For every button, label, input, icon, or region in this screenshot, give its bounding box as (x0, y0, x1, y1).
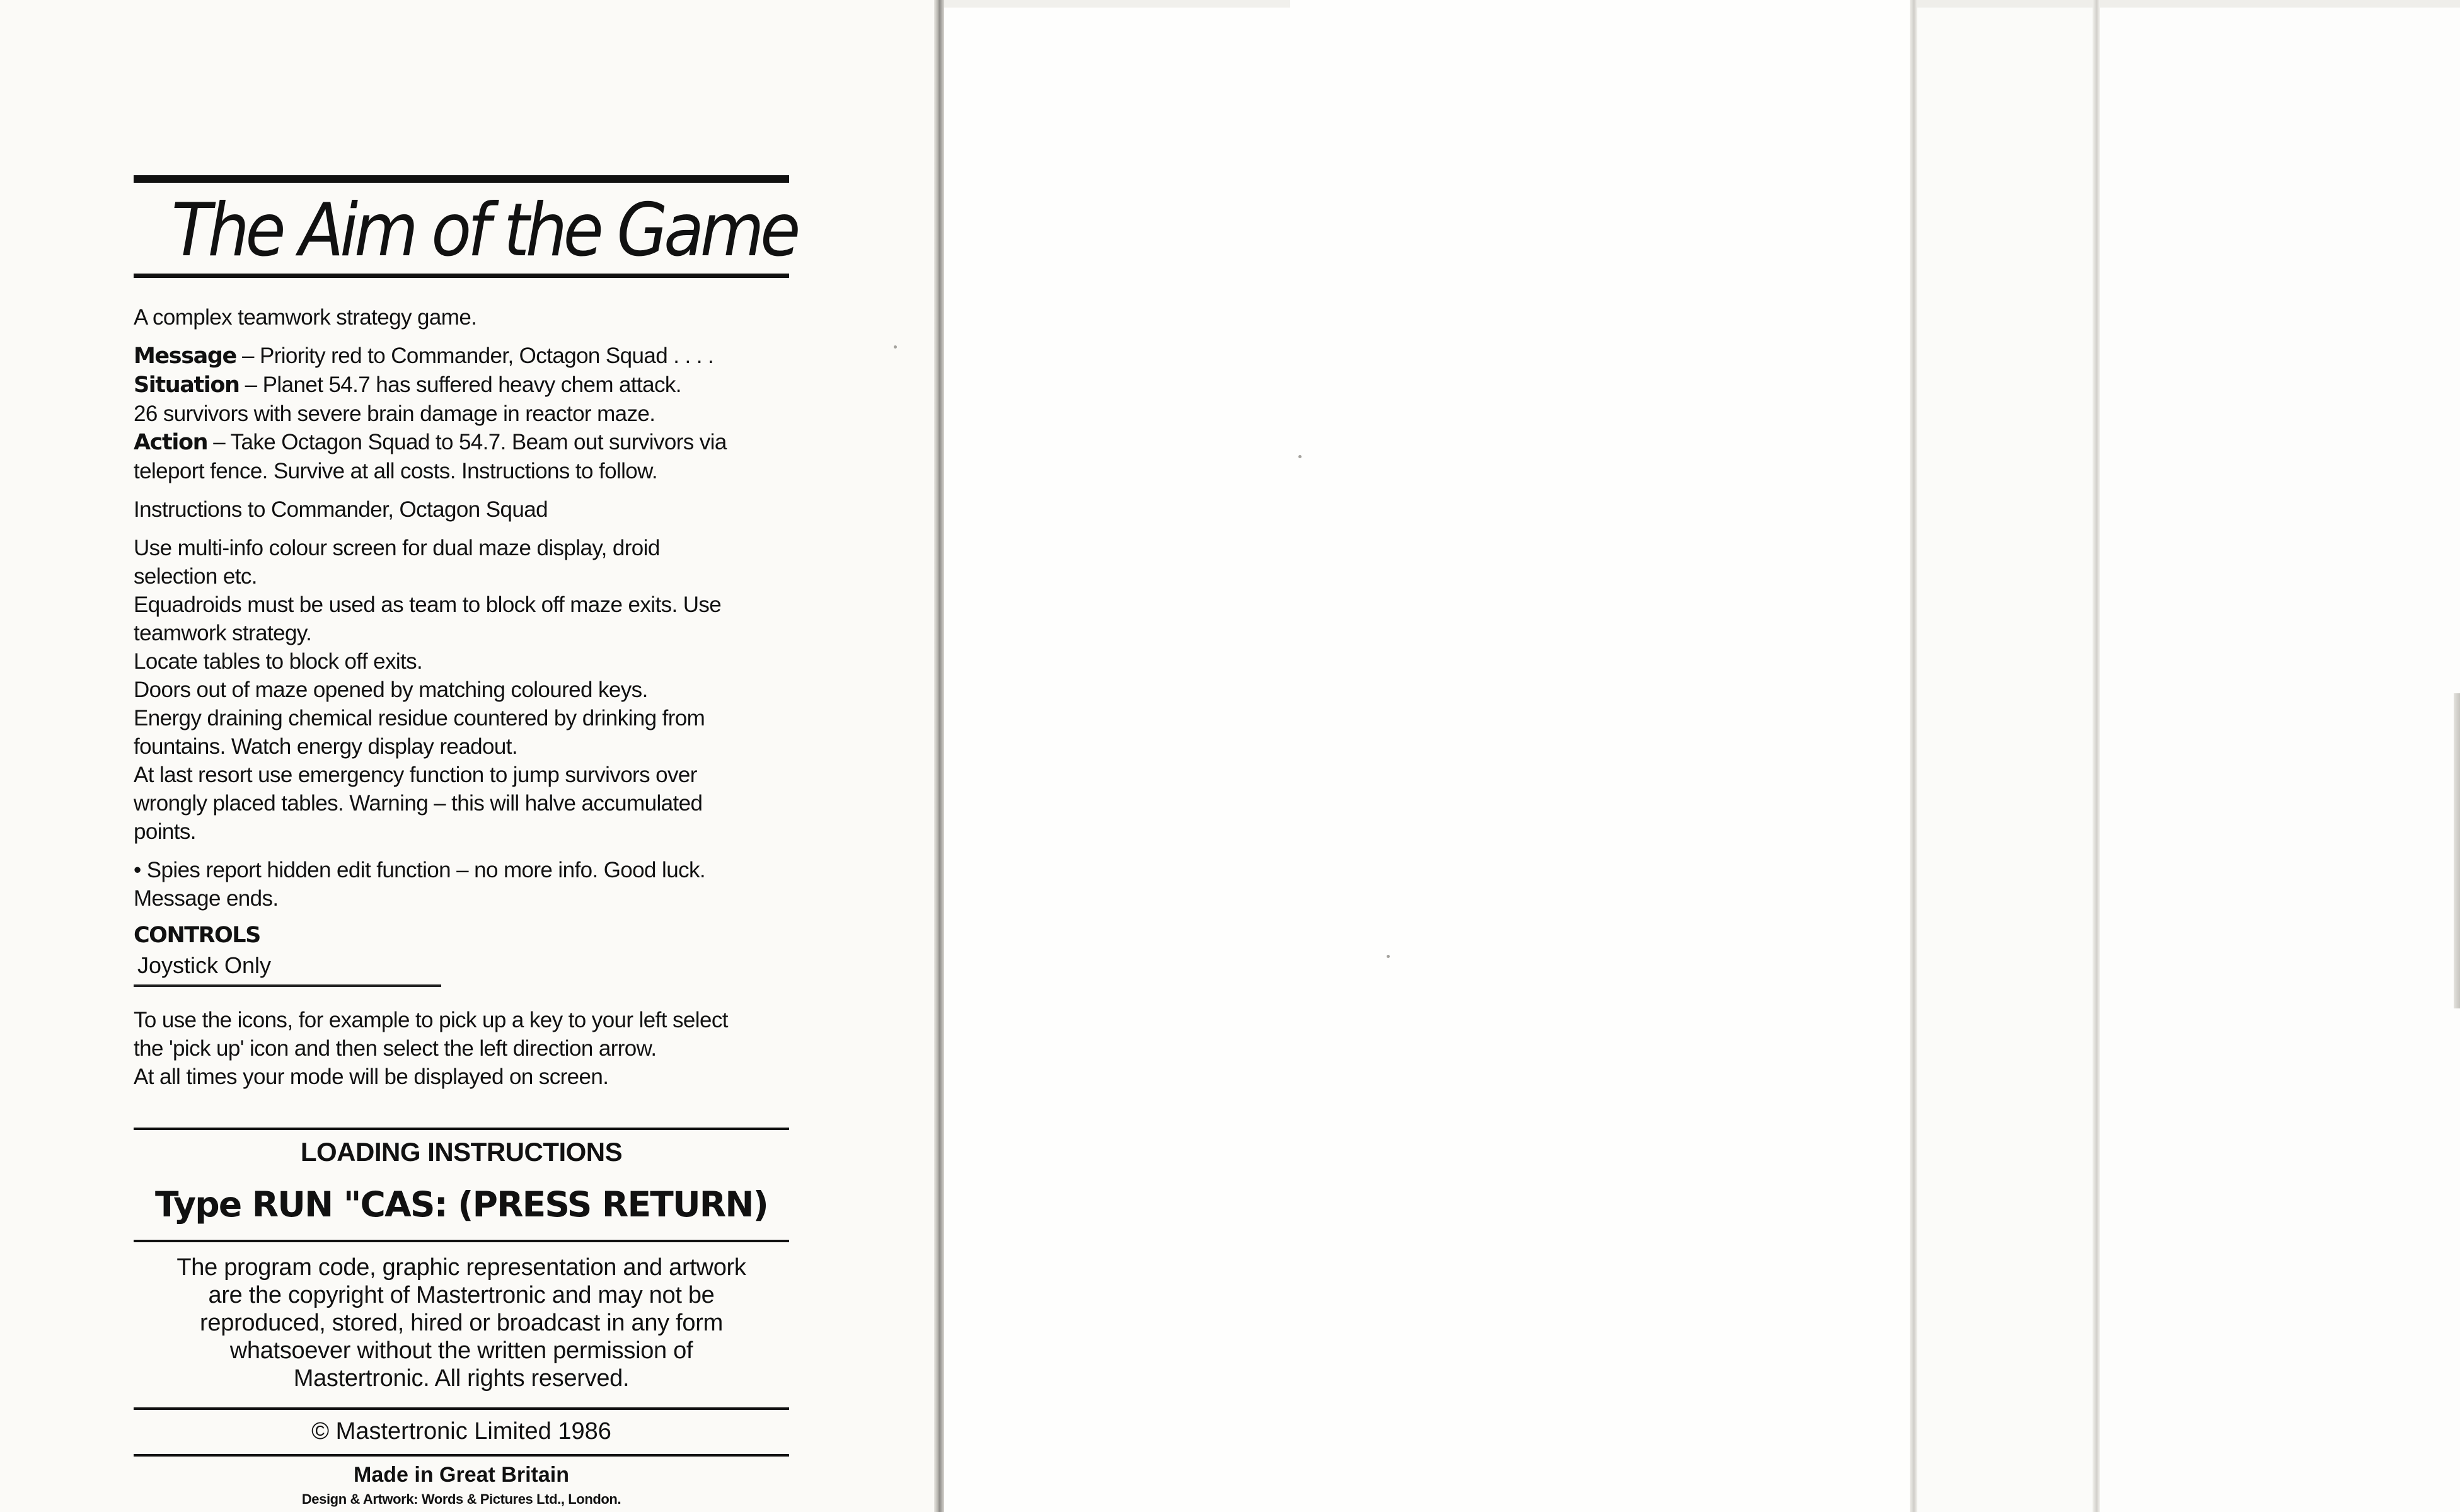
instructions-heading: Instructions to Commander, Octagon Squad (134, 497, 548, 522)
briefing-text: – Take Octagon Squad to 54.7. Beam out survivors via (207, 430, 727, 454)
copyright-notice-line: Mastertronic. All rights reserved. (293, 1365, 630, 1392)
instructions-block (134, 534, 789, 846)
inlay-blank-panel (944, 0, 1916, 1512)
loading-command: Type RUN "CAS: (PRESS RETURN) (155, 1184, 768, 1225)
copyright-rule-bottom (134, 1454, 789, 1457)
controls-value: Joystick Only (137, 952, 272, 978)
icons-line: At all times your mode will be displayed on screen. (134, 1065, 609, 1089)
instruction-line: Equadroids must be used as team to block off maze exits. Use (134, 592, 722, 617)
controls-heading: CONTROLS (134, 923, 260, 948)
briefing-label: Action (134, 430, 208, 455)
copyright-notice-line: The program code, graphic representation and artwork (176, 1254, 746, 1281)
loading-rule-top (134, 1128, 789, 1130)
made-in-text: Made in Great Britain (354, 1463, 569, 1487)
instruction-line: Use multi-info colour screen for dual maze display, droid (134, 536, 660, 560)
controls-rule (134, 984, 441, 987)
copyright-notice (134, 1254, 789, 1392)
instructions-column (134, 175, 797, 1509)
instruction-line: Energy draining chemical residue countered by drinking from (134, 706, 705, 730)
briefing-text: – Priority red to Commander, Octagon Squad . . . . (236, 343, 714, 368)
intro-text: A complex teamwork strategy game. (134, 305, 477, 330)
icons-note (134, 1006, 789, 1091)
copyright-notice-line: reproduced, stored, hired or broadcast in any form (200, 1310, 723, 1336)
inlay-flap-panel (2098, 0, 2460, 1512)
briefing-line (134, 371, 789, 400)
fold-crease (934, 0, 944, 1512)
paper-edge (944, 0, 1290, 8)
copyright-rule-top (134, 1407, 789, 1410)
instruction-line: Doors out of maze opened by matching coloured keys. (134, 678, 648, 702)
spies-line: Message ends. (134, 886, 279, 911)
instruction-line: At last resort use emergency function to jump survivors over (134, 763, 697, 787)
briefing-line (134, 342, 789, 371)
inlay-spine-panel (1916, 0, 2098, 1512)
copyright-notice-line: whatsoever without the written permission of (229, 1337, 693, 1364)
credits-text: Design & Artwork: Words & Pictures Ltd., London. (301, 1491, 621, 1507)
briefing-line (134, 457, 789, 485)
fold-crease (2093, 0, 2100, 1512)
instruction-line: Locate tables to block off exits. (134, 649, 423, 674)
instruction-line: wrongly placed tables. Warning – this will halve accumulated (134, 791, 703, 816)
spies-note (134, 856, 789, 913)
page-title: The Aim of the Game (171, 188, 797, 273)
briefing-block (134, 342, 789, 485)
paper-edge (1916, 0, 2460, 8)
instruction-line: selection etc. (134, 564, 257, 589)
icons-line: To use the icons, for example to pick up a key to your left select (134, 1008, 728, 1032)
title-rule-top (134, 175, 789, 183)
instruction-line: points. (134, 819, 196, 844)
fold-crease (1910, 0, 1917, 1512)
briefing-text: 26 survivors with severe brain damage in reactor maze. (134, 401, 655, 426)
icons-line: the 'pick up' icon and then select the left direction arrow. (134, 1036, 657, 1061)
title-rule-bottom (134, 274, 789, 278)
briefing-text: teleport fence. Survive at all costs. Instructions to follow. (134, 459, 658, 483)
loading-rule-bottom (134, 1240, 789, 1242)
paper-edge-shadow (2454, 693, 2460, 1008)
instruction-line: fountains. Watch energy display readout. (134, 734, 517, 759)
briefing-text: – Planet 54.7 has suffered heavy chem attack. (239, 372, 681, 397)
paper-speck (1387, 955, 1390, 958)
instruction-line: teamwork strategy. (134, 621, 312, 645)
briefing-label: Situation (134, 372, 240, 398)
briefing-label: Message (134, 343, 236, 369)
spies-line: • Spies report hidden edit function – no more info. Good luck. (134, 858, 705, 882)
copyright-line: © Mastertronic Limited 1986 (311, 1418, 611, 1445)
briefing-line (134, 428, 789, 457)
paper-speck (1298, 455, 1302, 458)
paper-speck (894, 345, 897, 349)
briefing-line (134, 400, 789, 428)
copyright-notice-line: are the copyright of Mastertronic and may not be (208, 1282, 715, 1308)
loading-heading: LOADING INSTRUCTIONS (300, 1137, 623, 1167)
